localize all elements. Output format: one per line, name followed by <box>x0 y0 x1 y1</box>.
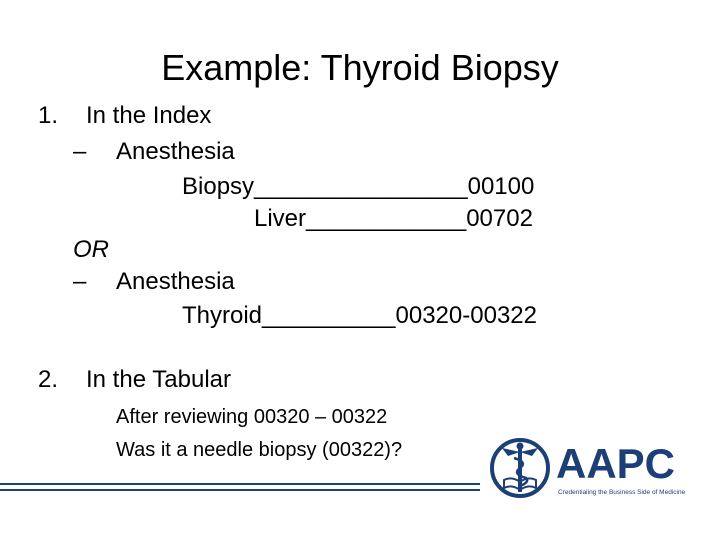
tabular-line-2: Was it a needle biopsy (00322)? <box>116 439 403 461</box>
slide-title: Example: Thyroid Biopsy <box>161 47 559 88</box>
index-b-heading: Anesthesia <box>116 268 235 295</box>
footer-rule-top <box>0 483 480 485</box>
index-a-dash: – <box>73 138 87 165</box>
footer-rule-bottom <box>0 489 480 491</box>
biopsy-leader: ________________ <box>254 173 468 200</box>
liver-label: Liver <box>254 205 307 232</box>
thyroid-label: Thyroid <box>182 302 263 329</box>
biopsy-label: Biopsy <box>182 173 255 200</box>
aapc-logo <box>488 432 688 512</box>
index-a-biopsy-row <box>182 173 534 201</box>
thyroid-leader: __________ <box>262 302 396 329</box>
logo-staff-top <box>517 443 524 450</box>
item-1-label: In the Index <box>86 102 212 129</box>
liver-leader: ____________ <box>306 205 467 232</box>
or-label: OR <box>73 236 109 263</box>
item-2-label: In the Tabular <box>86 366 231 393</box>
liver-code: 00702 <box>466 205 533 232</box>
logo-tagline: Credentialing the Business Side of Medicine <box>558 489 686 496</box>
item-1-number: 1. <box>38 102 59 129</box>
index-a-liver-row <box>254 205 533 233</box>
thyroid-code: 00320-00322 <box>395 302 537 329</box>
logo-wordmark: AAPC <box>556 440 676 487</box>
tabular-line-1: After reviewing 00320 – 00322 <box>116 406 388 428</box>
index-b-dash: – <box>73 268 87 295</box>
biopsy-code: 00100 <box>467 173 535 200</box>
aapc-logo-graphic <box>488 432 688 512</box>
item-2-number: 2. <box>38 366 59 393</box>
index-a-heading: Anesthesia <box>116 138 235 165</box>
index-b-thyroid-row <box>182 302 537 330</box>
